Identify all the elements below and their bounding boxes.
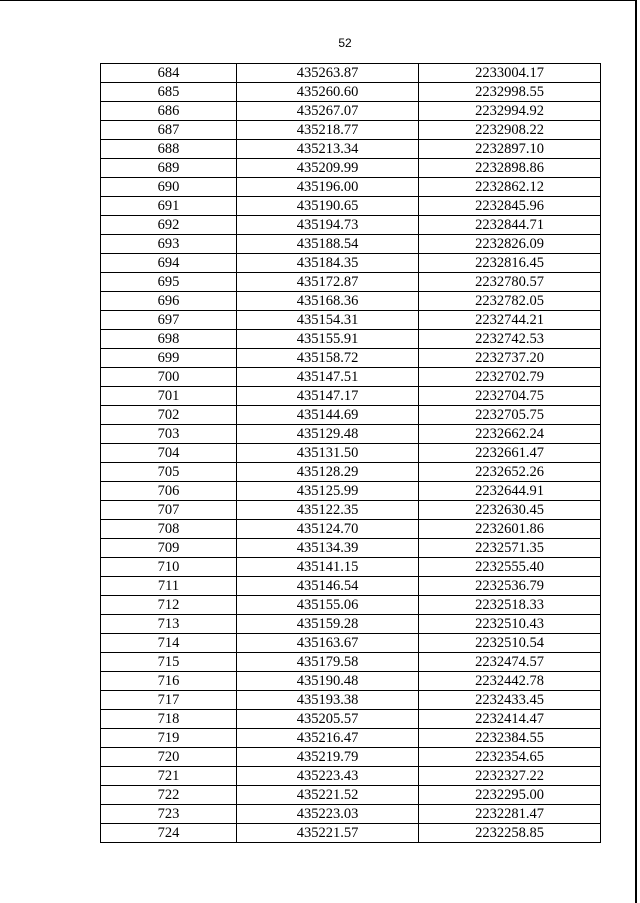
point-number-cell: 713 (101, 615, 237, 634)
y-coordinate-cell: 2232354.65 (419, 748, 601, 767)
y-coordinate-cell: 2232433.45 (419, 691, 601, 710)
y-coordinate-cell: 2232737.20 (419, 349, 601, 368)
point-number-cell: 691 (101, 197, 237, 216)
point-number-cell: 697 (101, 311, 237, 330)
table-row (101, 368, 601, 387)
y-coordinate-cell: 2232826.09 (419, 235, 601, 254)
y-coordinate-cell: 2232862.12 (419, 178, 601, 197)
x-coordinate-cell: 435168.36 (237, 292, 419, 311)
point-number-cell: 688 (101, 140, 237, 159)
table-row (101, 596, 601, 615)
x-coordinate-cell: 435144.69 (237, 406, 419, 425)
table-row (101, 178, 601, 197)
point-number-cell: 709 (101, 539, 237, 558)
table-row (101, 197, 601, 216)
x-coordinate-cell: 435129.48 (237, 425, 419, 444)
table-row (101, 729, 601, 748)
x-coordinate-cell: 435260.60 (237, 83, 419, 102)
y-coordinate-cell: 2232510.54 (419, 634, 601, 653)
point-number-cell: 693 (101, 235, 237, 254)
table-row (101, 634, 601, 653)
y-coordinate-cell: 2232644.91 (419, 482, 601, 501)
x-coordinate-cell: 435134.39 (237, 539, 419, 558)
table-row (101, 64, 601, 83)
x-coordinate-cell: 435125.99 (237, 482, 419, 501)
y-coordinate-cell: 2232661.47 (419, 444, 601, 463)
coordinates-table-body (101, 64, 601, 843)
x-coordinate-cell: 435159.28 (237, 615, 419, 634)
y-coordinate-cell: 2232630.45 (419, 501, 601, 520)
y-coordinate-cell: 2232414.47 (419, 710, 601, 729)
x-coordinate-cell: 435193.38 (237, 691, 419, 710)
table-row (101, 102, 601, 121)
table-row (101, 824, 601, 843)
point-number-cell: 715 (101, 653, 237, 672)
point-number-cell: 695 (101, 273, 237, 292)
y-coordinate-cell: 2232908.22 (419, 121, 601, 140)
table-row (101, 786, 601, 805)
x-coordinate-cell: 435131.50 (237, 444, 419, 463)
x-coordinate-cell: 435124.70 (237, 520, 419, 539)
x-coordinate-cell: 435213.34 (237, 140, 419, 159)
table-row (101, 330, 601, 349)
point-number-cell: 706 (101, 482, 237, 501)
point-number-cell: 720 (101, 748, 237, 767)
x-coordinate-cell: 435141.15 (237, 558, 419, 577)
point-number-cell: 699 (101, 349, 237, 368)
point-number-cell: 718 (101, 710, 237, 729)
y-coordinate-cell: 2232898.86 (419, 159, 601, 178)
x-coordinate-cell: 435158.72 (237, 349, 419, 368)
table-row (101, 254, 601, 273)
y-coordinate-cell: 2232652.26 (419, 463, 601, 482)
table-row (101, 539, 601, 558)
point-number-cell: 687 (101, 121, 237, 140)
x-coordinate-cell: 435163.67 (237, 634, 419, 653)
table-row (101, 311, 601, 330)
x-coordinate-cell: 435154.31 (237, 311, 419, 330)
x-coordinate-cell: 435172.87 (237, 273, 419, 292)
x-coordinate-cell: 435194.73 (237, 216, 419, 235)
point-number-cell: 724 (101, 824, 237, 843)
table-row (101, 615, 601, 634)
x-coordinate-cell: 435209.99 (237, 159, 419, 178)
y-coordinate-cell: 2232845.96 (419, 197, 601, 216)
x-coordinate-cell: 435219.79 (237, 748, 419, 767)
point-number-cell: 701 (101, 387, 237, 406)
y-coordinate-cell: 2232258.85 (419, 824, 601, 843)
point-number-cell: 686 (101, 102, 237, 121)
point-number-cell: 722 (101, 786, 237, 805)
x-coordinate-cell: 435128.29 (237, 463, 419, 482)
y-coordinate-cell: 2232702.79 (419, 368, 601, 387)
x-coordinate-cell: 435155.91 (237, 330, 419, 349)
x-coordinate-cell: 435188.54 (237, 235, 419, 254)
table-row (101, 767, 601, 786)
page-number: 52 (338, 36, 352, 50)
table-row (101, 672, 601, 691)
y-coordinate-cell: 2232518.33 (419, 596, 601, 615)
y-coordinate-cell: 2232897.10 (419, 140, 601, 159)
y-coordinate-cell: 2232327.22 (419, 767, 601, 786)
x-coordinate-cell: 435205.57 (237, 710, 419, 729)
y-coordinate-cell: 2232994.92 (419, 102, 601, 121)
y-coordinate-cell: 2232474.57 (419, 653, 601, 672)
point-number-cell: 707 (101, 501, 237, 520)
table-row (101, 406, 601, 425)
y-coordinate-cell: 2232662.24 (419, 425, 601, 444)
y-coordinate-cell: 2232571.35 (419, 539, 601, 558)
y-coordinate-cell: 2232281.47 (419, 805, 601, 824)
y-coordinate-cell: 2232704.75 (419, 387, 601, 406)
point-number-cell: 704 (101, 444, 237, 463)
x-coordinate-cell: 435221.52 (237, 786, 419, 805)
point-number-cell: 705 (101, 463, 237, 482)
y-coordinate-cell: 2232780.57 (419, 273, 601, 292)
y-coordinate-cell: 2232510.43 (419, 615, 601, 634)
x-coordinate-cell: 435263.87 (237, 64, 419, 83)
table-row (101, 558, 601, 577)
table-row (101, 691, 601, 710)
point-number-cell: 716 (101, 672, 237, 691)
table-row (101, 159, 601, 178)
table-row (101, 387, 601, 406)
y-coordinate-cell: 2232384.55 (419, 729, 601, 748)
point-number-cell: 698 (101, 330, 237, 349)
y-coordinate-cell: 2232782.05 (419, 292, 601, 311)
y-coordinate-cell: 2232705.75 (419, 406, 601, 425)
y-coordinate-cell: 2232536.79 (419, 577, 601, 596)
table-row (101, 444, 601, 463)
y-coordinate-cell: 2232442.78 (419, 672, 601, 691)
y-coordinate-cell: 2232816.45 (419, 254, 601, 273)
point-number-cell: 703 (101, 425, 237, 444)
table-row (101, 425, 601, 444)
y-coordinate-cell: 2232601.86 (419, 520, 601, 539)
point-number-cell: 685 (101, 83, 237, 102)
table-row (101, 349, 601, 368)
x-coordinate-cell: 435184.35 (237, 254, 419, 273)
point-number-cell: 711 (101, 577, 237, 596)
x-coordinate-cell: 435155.06 (237, 596, 419, 615)
y-coordinate-cell: 2232295.00 (419, 786, 601, 805)
y-coordinate-cell: 2232742.53 (419, 330, 601, 349)
table-row (101, 121, 601, 140)
point-number-cell: 710 (101, 558, 237, 577)
point-number-cell: 714 (101, 634, 237, 653)
table-row (101, 653, 601, 672)
x-coordinate-cell: 435221.57 (237, 824, 419, 843)
table-row (101, 83, 601, 102)
point-number-cell: 689 (101, 159, 237, 178)
x-coordinate-cell: 435223.03 (237, 805, 419, 824)
table-row (101, 577, 601, 596)
point-number-cell: 696 (101, 292, 237, 311)
y-coordinate-cell: 2232555.40 (419, 558, 601, 577)
x-coordinate-cell: 435147.17 (237, 387, 419, 406)
table-row (101, 273, 601, 292)
y-coordinate-cell: 2232998.55 (419, 83, 601, 102)
table-row (101, 140, 601, 159)
point-number-cell: 702 (101, 406, 237, 425)
x-coordinate-cell: 435190.48 (237, 672, 419, 691)
coordinates-table (100, 63, 601, 843)
x-coordinate-cell: 435122.35 (237, 501, 419, 520)
y-coordinate-cell: 2233004.17 (419, 64, 601, 83)
x-coordinate-cell: 435146.54 (237, 577, 419, 596)
table-row (101, 748, 601, 767)
point-number-cell: 723 (101, 805, 237, 824)
point-number-cell: 694 (101, 254, 237, 273)
point-number-cell: 700 (101, 368, 237, 387)
point-number-cell: 690 (101, 178, 237, 197)
x-coordinate-cell: 435216.47 (237, 729, 419, 748)
table-row (101, 501, 601, 520)
x-coordinate-cell: 435147.51 (237, 368, 419, 387)
y-coordinate-cell: 2232844.71 (419, 216, 601, 235)
x-coordinate-cell: 435223.43 (237, 767, 419, 786)
point-number-cell: 712 (101, 596, 237, 615)
x-coordinate-cell: 435179.58 (237, 653, 419, 672)
x-coordinate-cell: 435190.65 (237, 197, 419, 216)
table-row (101, 216, 601, 235)
table-row (101, 482, 601, 501)
point-number-cell: 717 (101, 691, 237, 710)
point-number-cell: 692 (101, 216, 237, 235)
table-row (101, 292, 601, 311)
table-row (101, 520, 601, 539)
point-number-cell: 719 (101, 729, 237, 748)
y-coordinate-cell: 2232744.21 (419, 311, 601, 330)
x-coordinate-cell: 435218.77 (237, 121, 419, 140)
x-coordinate-cell: 435196.00 (237, 178, 419, 197)
point-number-cell: 708 (101, 520, 237, 539)
table-row (101, 463, 601, 482)
table-row (101, 710, 601, 729)
x-coordinate-cell: 435267.07 (237, 102, 419, 121)
point-number-cell: 684 (101, 64, 237, 83)
table-row (101, 805, 601, 824)
table-row (101, 235, 601, 254)
point-number-cell: 721 (101, 767, 237, 786)
